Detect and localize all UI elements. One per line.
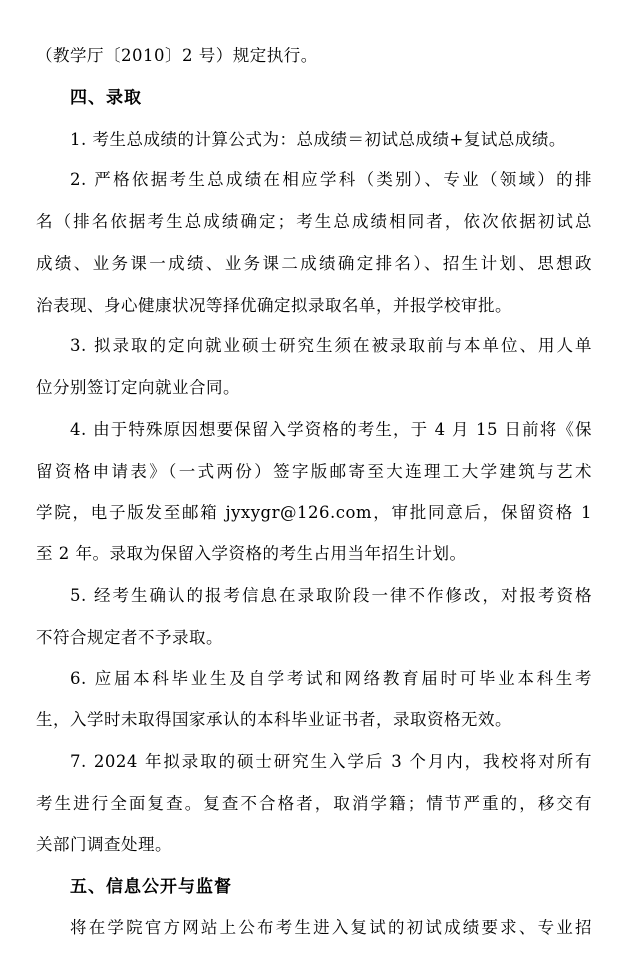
paragraph-line: 考生进行全面复查。复查不合格者，取消学籍；情节严重的，移交有: [36, 794, 592, 813]
paragraph-line: 7. 2024 年拟录取的硕士研究生入学后 3 个月内，我校将对所有: [70, 752, 592, 771]
paragraph-line: 6. 应届本科毕业生及自学考试和网络教育届时可毕业本科生考: [70, 669, 592, 688]
paragraph-line: 成绩、业务课一成绩、业务课二成绩确定排名）、招生计划、思想政: [36, 254, 592, 273]
paragraph-line: 4. 由于特殊原因想要保留入学资格的考生，于 4 月 15 日前将《保: [70, 420, 592, 439]
paragraph-line: 2. 严格依据考生总成绩在相应学科（类别）、专业（领域）的排: [70, 170, 592, 189]
paragraph-line: 位分别签订定向就业合同。: [36, 378, 240, 397]
paragraph-line: 5. 经考生确认的报考信息在录取阶段一律不作修改，对报考资格: [70, 586, 592, 605]
paragraph-line: 3. 拟录取的定向就业硕士研究生须在被录取前与本单位、用人单: [70, 336, 592, 355]
paragraph-line: 学院，电子版发至邮箱 jyxygr@126.com，审批同意后，保留资格 1: [36, 503, 592, 522]
paragraph-line: 治表现、身心健康状况等择优确定拟录取名单，并报学校审批。: [36, 296, 512, 315]
section-heading-disclosure: 五、信息公开与监督: [70, 877, 232, 897]
paragraph-line: 名（排名依据考生总成绩确定；考生总成绩相同者，依次依据初试总: [36, 212, 592, 231]
paragraph-line: 1. 考生总成绩的计算公式为：总成绩＝初试总成绩+复试总成绩。: [70, 130, 566, 149]
paragraph-line: 将在学院官方网站上公布考生进入复试的初试成绩要求、专业招: [70, 918, 592, 937]
paragraph-line: 生，入学时未取得国家承认的本科毕业证书者，录取资格无效。: [36, 710, 512, 729]
section-heading-admission: 四、录取: [70, 88, 142, 108]
paragraph-line: 留资格申请表》（一式两份）签字版邮寄至大连理工大学建筑与艺术: [36, 462, 592, 481]
paragraph-line: 关部门调查处理。: [36, 835, 172, 854]
paragraph-line: 不符合规定者不予录取。: [36, 628, 223, 647]
paragraph-line: 至 2 年。录取为保留入学资格的考生占用当年招生计划。: [36, 544, 467, 563]
paragraph-line: （教学厅〔2010〕2 号）规定执行。: [36, 46, 318, 65]
